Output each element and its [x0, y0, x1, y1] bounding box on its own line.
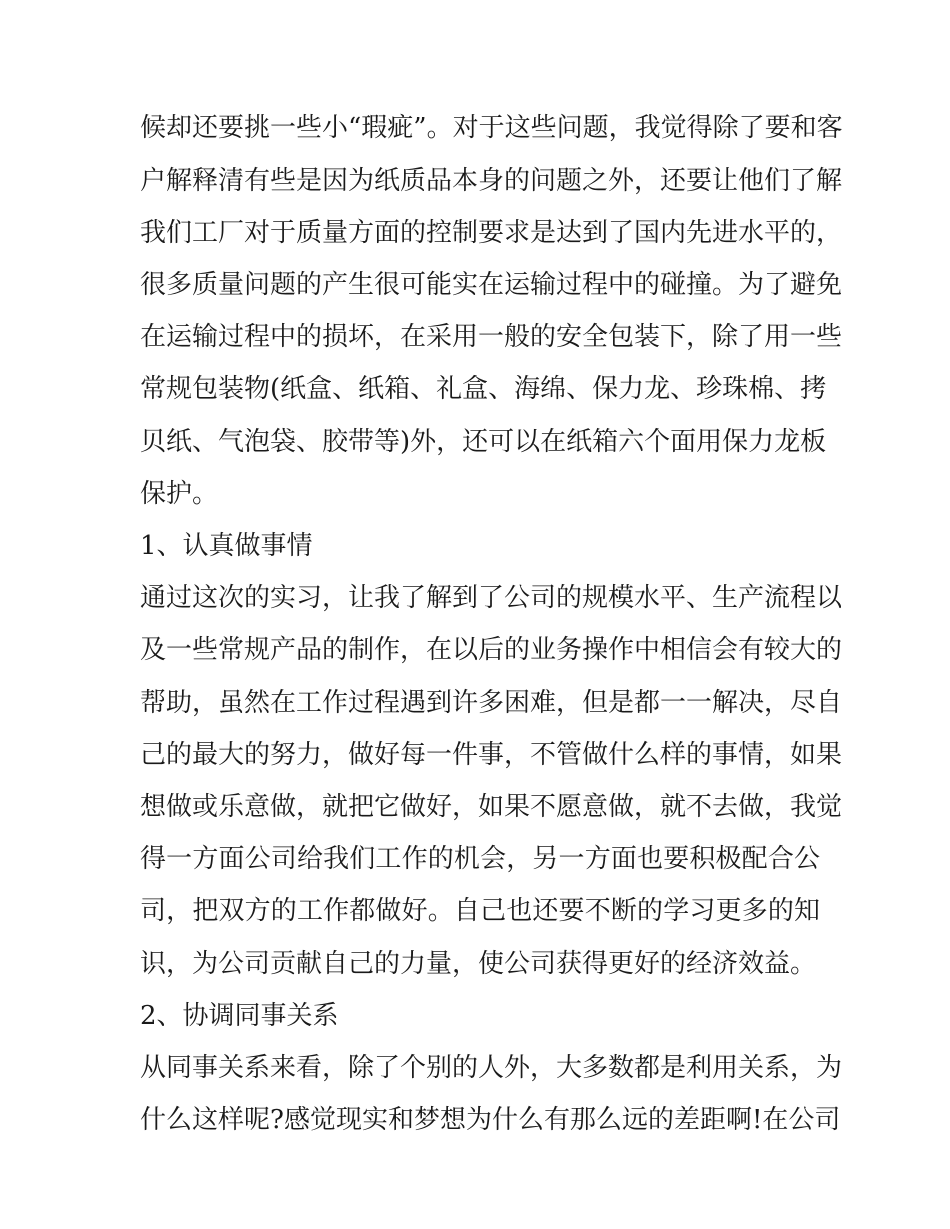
- paragraph-line: 常规包装物(纸盒、纸箱、礼盒、海绵、保力龙、珍珠棉、拷: [140, 374, 827, 404]
- paragraph-line: 什么这样呢?感觉现实和梦想为什么有那么远的差距啊!在公司: [140, 1105, 841, 1135]
- paragraph-line: 候却还要挑一些小“瑕疵”。对于这些问题，我觉得除了要和客: [140, 113, 843, 143]
- paragraph-line: 帮助，虽然在工作过程遇到许多困难，但是都一一解决，尽自: [140, 688, 843, 718]
- paragraph-line: 己的最大的努力，做好每一件事，不管做什么样的事情，如果: [140, 740, 843, 770]
- paragraph-line: 想做或乐意做，就把它做好，如果不愿意做，就不去做，我觉: [140, 792, 843, 822]
- section-heading: 1、认真做事情: [140, 531, 313, 561]
- section-heading: 2、协调同事关系: [140, 1001, 339, 1031]
- paragraph-line: 识，为公司贡献自己的力量，使公司获得更好的经济效益。: [140, 949, 817, 979]
- paragraph-line: 及一些常规产品的制作，在以后的业务操作中相信会有较大的: [140, 635, 843, 665]
- paragraph-line: 得一方面公司给我们工作的机会，另一方面也要积极配合公: [140, 844, 820, 874]
- paragraph-line: 司，把双方的工作都做好。自己也还要不断的学习更多的知: [140, 896, 820, 926]
- paragraph-line: 户解释清有些是因为纸质品本身的问题之外，还要让他们了解: [140, 166, 843, 196]
- paragraph-line: 贝纸、气泡袋、胶带等)外，还可以在纸箱六个面用保力龙板: [140, 427, 827, 457]
- paragraph-line: 保护。: [140, 479, 219, 509]
- paragraph-line: 从同事关系来看，除了个别的人外，大多数都是利用关系，为: [140, 1053, 843, 1083]
- paragraph-line: 在运输过程中的损坏，在采用一般的安全包装下，除了用一些: [140, 322, 843, 352]
- paragraph-line: 通过这次的实习，让我了解到了公司的规模水平、生产流程以: [140, 583, 843, 613]
- paragraph-line: 我们工厂对于质量方面的控制要求是达到了国内先进水平的，: [140, 218, 843, 248]
- paragraph-line: 很多质量问题的产生很可能实在运输过程中的碰撞。为了避免: [140, 270, 843, 300]
